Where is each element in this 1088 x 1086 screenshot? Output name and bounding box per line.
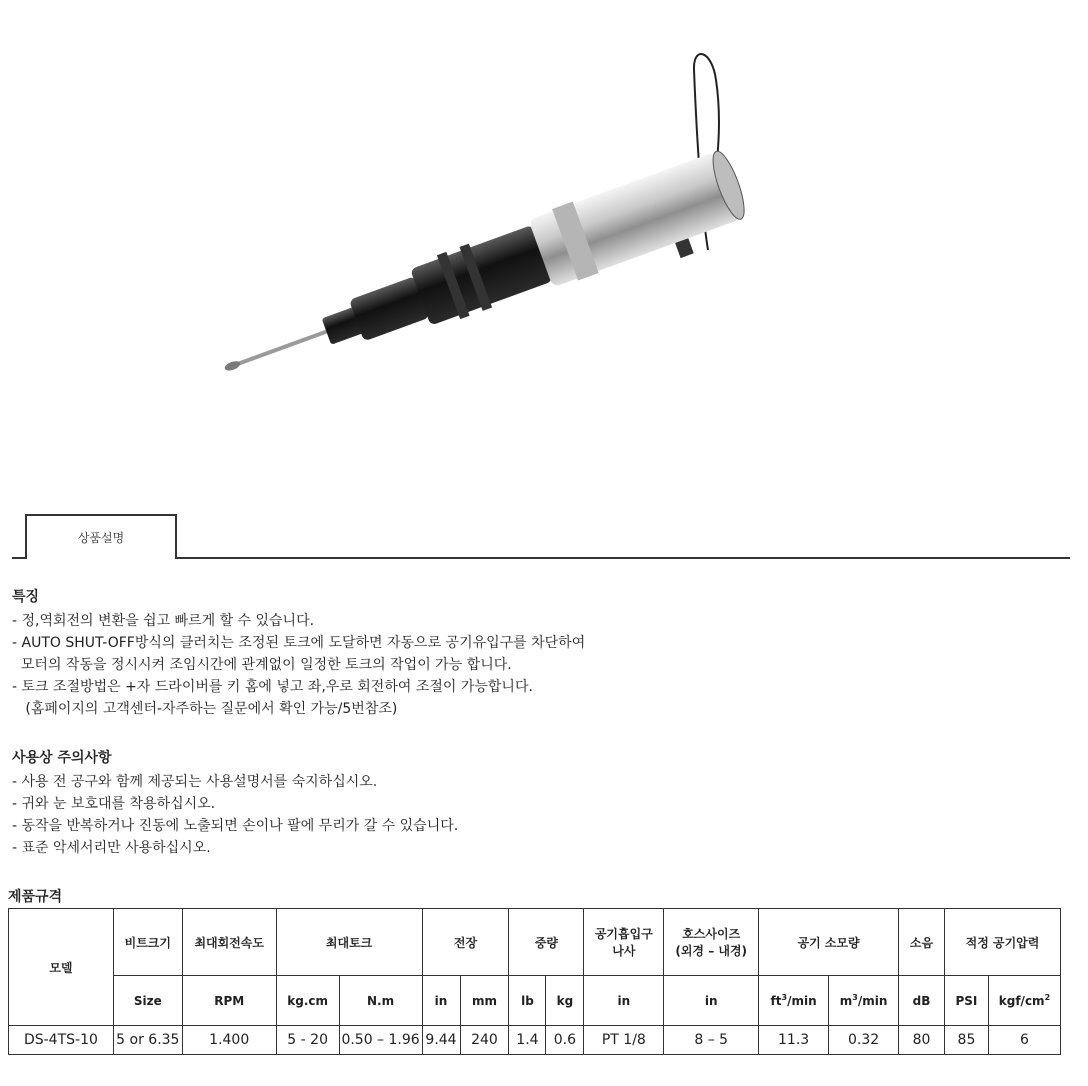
unit-in: in — [422, 976, 460, 1026]
unit-lb: lb — [509, 976, 546, 1026]
unit-kgcm: kg.cm — [276, 976, 339, 1026]
unit-mm: mm — [460, 976, 509, 1026]
unit-psi: PSI — [944, 976, 988, 1026]
specs-title: 제품규격 — [8, 889, 63, 905]
unit-kgf — [988, 976, 1060, 1026]
specs-header-row-1 — [9, 909, 1061, 976]
table-row — [9, 1026, 1061, 1055]
cautions-line: - 귀와 눈 보호대를 착용하십시오. — [12, 796, 216, 812]
features-line: (홈페이지의 고객센터-자주하는 질문에서 확인 가능/5번참조) — [12, 701, 398, 717]
header-weight: 중량 — [509, 909, 584, 976]
unit-db: dB — [899, 976, 945, 1026]
cell-mm: 240 — [460, 1026, 509, 1055]
cell-model: DS-4TS-10 — [9, 1026, 114, 1055]
tab-product-description[interactable] — [25, 514, 177, 559]
specs-header-row-2 — [9, 976, 1061, 1026]
cell-kgcm: 5 - 20 — [276, 1026, 339, 1055]
unit-ft3-sup: 3 — [781, 993, 788, 1002]
cell-nm: 0.50 – 1.96 — [339, 1026, 422, 1055]
unit-ft3-base: ft — [770, 994, 782, 1008]
features-title: 특징 — [12, 589, 40, 605]
header-max-torque: 최대토크 — [276, 909, 422, 976]
cautions-section — [12, 747, 458, 859]
unit-size: Size — [113, 976, 182, 1026]
cautions-line: - 사용 전 공구와 함께 제공되는 사용설명서를 숙지하십시오. — [12, 774, 378, 790]
unit-m3-base: m — [839, 994, 853, 1008]
cell-m3: 0.32 — [829, 1026, 899, 1055]
features-line: - AUTO SHUT-OFF방식의 클러치는 조정된 토크에 도달하면 자동으로 공기유입구를 차단하여 — [12, 635, 586, 651]
header-hose-line2: (외경 – 내경) — [675, 944, 748, 958]
cell-in: 9.44 — [422, 1026, 460, 1055]
features-line: 모터의 작동을 정시시켜 조임시간에 관계없이 일정한 토크의 작업이 가능 합니다. — [12, 657, 512, 673]
cell-psi: 85 — [944, 1026, 988, 1055]
specs-table — [8, 908, 1061, 1055]
unit-nm: N.m — [339, 976, 422, 1026]
cautions-title: 사용상 주의사항 — [12, 750, 112, 766]
unit-ft3-suffix: /min — [787, 994, 817, 1008]
unit-ft3 — [759, 976, 829, 1026]
cell-size: 5 or 6.35 — [113, 1026, 182, 1055]
header-air-inlet — [584, 909, 664, 976]
header-model: 모델 — [9, 909, 114, 1026]
unit-inlet-in: in — [584, 976, 664, 1026]
features-section — [12, 586, 585, 720]
header-hose-line1: 호스사이즈 — [682, 927, 741, 941]
tab-label: 상품설명 — [77, 531, 125, 545]
features-line: - 정,역회전의 변환을 쉽고 빠르게 할 수 있습니다. — [12, 613, 315, 629]
unit-hose-in: in — [664, 976, 759, 1026]
cell-kgf: 6 — [988, 1026, 1060, 1055]
header-air-inlet-line1: 공기흡입구 — [594, 927, 653, 941]
unit-kg: kg — [546, 976, 584, 1026]
unit-rpm: RPM — [182, 976, 276, 1026]
unit-kgf-sup: 2 — [1044, 993, 1051, 1002]
header-length: 전장 — [422, 909, 509, 976]
product-image — [200, 40, 760, 380]
cell-hose: 8 – 5 — [664, 1026, 759, 1055]
cautions-line: - 동작을 반복하거나 진동에 노출되면 손이나 팔에 무리가 갈 수 있습니다. — [12, 818, 459, 834]
header-bit-size: 비트크기 — [113, 909, 182, 976]
cell-rpm: 1.400 — [182, 1026, 276, 1055]
header-max-speed: 최대회전속도 — [182, 909, 276, 976]
header-pressure: 적정 공기압력 — [944, 909, 1060, 976]
header-noise: 소음 — [899, 909, 945, 976]
header-hose-size — [664, 909, 759, 976]
cautions-line: - 표준 악세서리만 사용하십시오. — [12, 840, 211, 856]
unit-kgf-base: kgf/cm — [998, 994, 1045, 1008]
cell-lb: 1.4 — [509, 1026, 546, 1055]
header-air-inlet-line2: 나사 — [612, 944, 636, 958]
cell-ft3: 11.3 — [759, 1026, 829, 1055]
unit-m3 — [829, 976, 899, 1026]
unit-m3-sup: 3 — [852, 993, 858, 1002]
cell-inlet: PT 1/8 — [584, 1026, 664, 1055]
header-air-consumption: 공기 소모량 — [759, 909, 899, 976]
cell-kg: 0.6 — [546, 1026, 584, 1055]
unit-m3-suffix: /min — [857, 994, 888, 1008]
features-line: - 토크 조절방법은 +자 드라이버를 키 홈에 넣고 좌,우로 회전하여 조절이 가능합니다. — [12, 679, 533, 695]
cell-db: 80 — [899, 1026, 945, 1055]
